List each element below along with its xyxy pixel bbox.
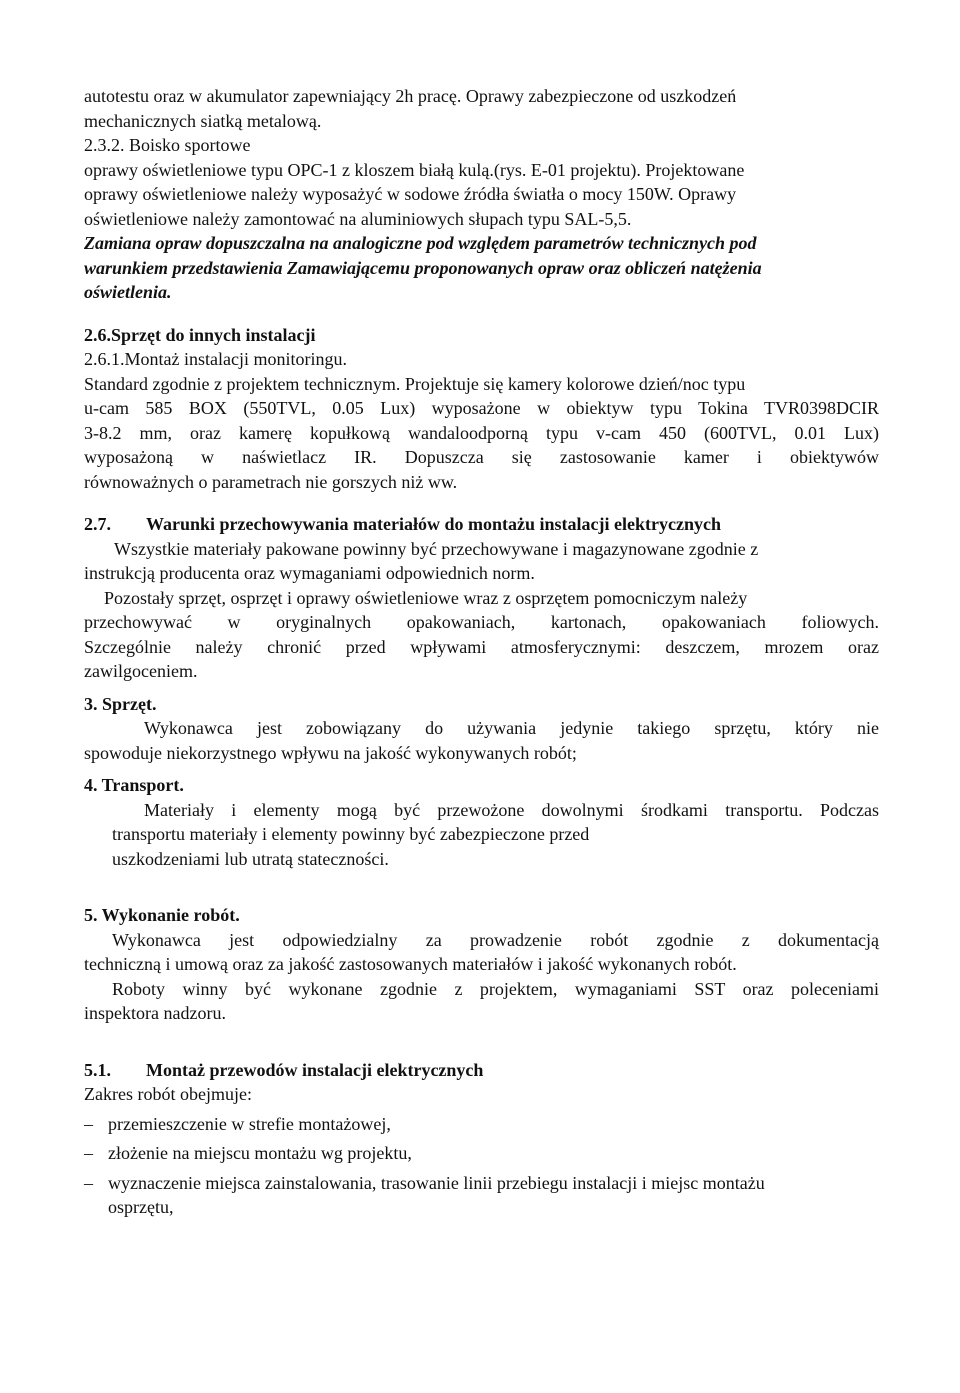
text-line: Wszystkie materiały pakowane powinny być przechowywane i magazynowane zgodnie z [114,538,759,559]
text-line: instrukcją producenta oraz wymaganiami odpowiednich norm. [84,563,535,583]
document-page [84,84,879,1220]
italic-note-line: Zamiana opraw dopuszczalna na analogiczne pod względem parametrów technicznych pod [84,233,757,253]
section-heading-4: 4. Transport. [84,775,184,795]
text-line: Wykonawca jest zobowiązany do używania jedynie takiego sprzętu, który nie [144,718,879,738]
text-line: Wykonawca jest odpowiedzialny za prowadzenie robót zgodnie z dokumentacją [112,929,879,950]
text-line: inspektora nadzoru. [84,1003,226,1023]
subsection-heading: 2.6.1.Montaż instalacji monitoringu. [84,349,347,369]
section-title: Warunki przechowywania materiałów do montażu instalacji elektrycznych [146,514,721,534]
italic-note-line: oświetlenia. [84,282,172,302]
section-heading-2-6: 2.6.Sprzęt do innych instalacji [84,324,316,345]
list-item [84,1112,879,1137]
text-line: uszkodzeniami lub utratą stateczności. [112,848,389,869]
text-line: 3-8.2 mm, oraz kamerę kopułkową wandaloodporną typu v-cam 450 (600TVL, 0.01 Lux) [84,422,879,443]
text-line: przechowywać w oryginalnych opakowaniach, kartonach, opakowaniach foliowych. [84,612,879,632]
section-title: Montaż przewodów instalacji elektrycznych [146,1059,484,1080]
text-line: transportu materiały i elementy powinny być zabezpieczone przed [112,824,590,844]
text-line: wyposażoną w naświetlacz IR. Dopuszcza się zastosowanie kamer i obiektywów [84,447,879,467]
subsection-heading: 2.3.2. Boisko sportowe [84,135,251,155]
text-line: zawilgoceniem. [84,661,198,681]
text-line: Szczególnie należy chronić przed wpływami atmosferycznymi: deszczem, mrozem oraz [84,636,879,657]
text-line: autotestu oraz w akumulator zapewniający 2h pracę. Oprawy zabezpieczone od uszkodzeń [84,86,737,106]
text-line: techniczną i umową oraz za jakość zastosowanych materiałów i jakość wykonanych robót. [84,954,737,974]
list-item [84,1141,879,1166]
text-line: oprawy oświetleniowe należy wyposażyć w sodowe źródła światła o mocy 150W. Oprawy [84,184,737,204]
text-line: równoważnych o parametrach nie gorszych niż ww. [84,471,458,492]
list-item-text: wyznaczenie miejsca zainstalowania, trasowanie linii przebiegu instalacji i miejsc montażu [108,1172,765,1193]
dash-bullet: – [84,1143,93,1163]
text-line: Standard zgodnie z projektem technicznym. Projektuje się kamery kolorowe dzień/noc typu [84,373,746,394]
list-item-continuation: osprzętu, [108,1197,174,1217]
text-line: Materiały i elementy mogą być przewożone dowolnymi środkami transportu. Podczas [144,799,879,820]
text-line: u-cam 585 BOX (550TVL, 0.05 Lux) wyposażone w obiektyw typu Tokina TVR0398DCIR [84,398,879,418]
section-number: 2.7. [84,514,111,534]
dash-bullet: – [84,1113,93,1134]
text-line: oprawy oświetleniowe typu OPC-1 z kloszem białą kulą.(rys. E-01 projektu). Projektowane [84,159,745,180]
dash-bullet: – [84,1172,93,1193]
section-heading-5-1 [84,1058,879,1083]
text-line: Roboty winny być wykonane zgodnie z projektem, wymaganiami SST oraz poleceniami [112,978,879,999]
text-line: oświetleniowe należy zamontować na aluminiowych słupach typu SAL-5,5. [84,208,632,229]
text-line: spowoduje niekorzystnego wpływu na jakość wykonywanych robót; [84,742,577,763]
section-number: 5.1. [84,1059,111,1080]
text-line: mechanicznych siatką metalową. [84,110,322,131]
list-item [84,1171,879,1196]
list-intro: Zakres robót obejmuje: [84,1084,252,1104]
italic-note-line: warunkiem przedstawienia Zamawiającemu proponowanych opraw oraz obliczeń natężenia [84,257,762,278]
text-line: Pozostały sprzęt, osprzęt i oprawy oświetleniowe wraz z osprzętem pomocniczym należy [104,587,748,608]
list-item-text: przemieszczenie w strefie montażowej, [108,1113,391,1134]
section-heading-3: 3. Sprzęt. [84,693,157,714]
section-heading-2-7 [84,512,879,537]
list-item-text: złożenie na miejscu montażu wg projektu, [108,1143,412,1163]
section-heading-5: 5. Wykonanie robót. [84,905,240,925]
